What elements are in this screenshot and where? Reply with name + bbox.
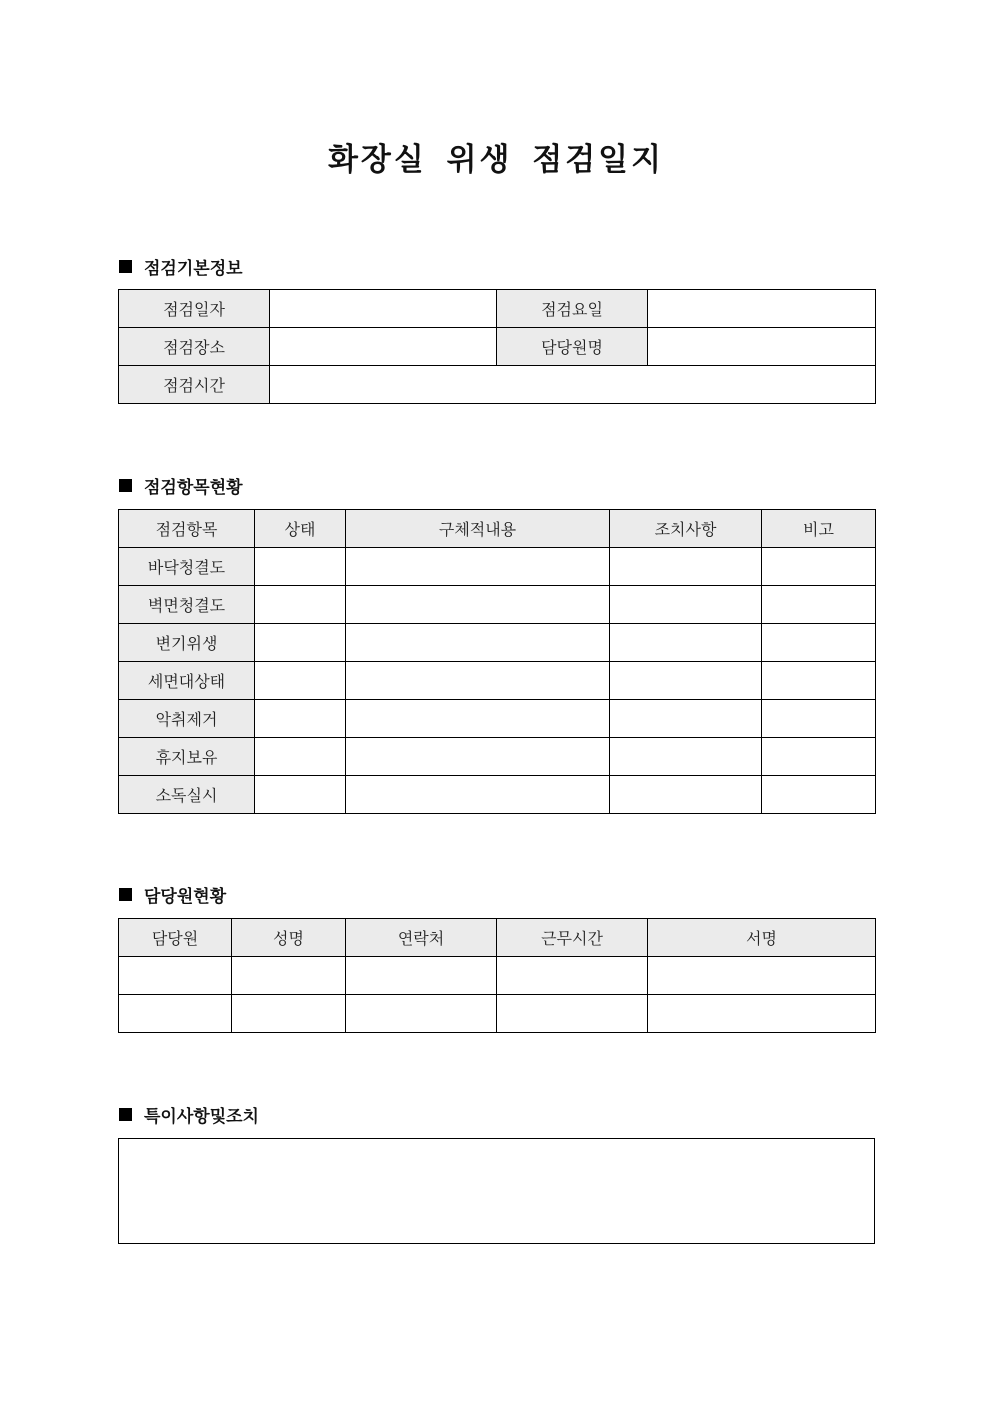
action-cell[interactable] <box>610 624 762 662</box>
action-cell[interactable] <box>610 548 762 586</box>
label-inspection-time: 점검시간 <box>119 366 270 404</box>
note-cell[interactable] <box>762 662 876 700</box>
table-row <box>119 957 876 995</box>
note-cell[interactable] <box>762 776 876 814</box>
name-cell[interactable] <box>232 957 346 995</box>
status-cell[interactable] <box>255 586 346 624</box>
basic-info-table <box>118 289 876 404</box>
square-bullet-icon <box>119 260 132 273</box>
hours-cell[interactable] <box>497 957 648 995</box>
status-cell[interactable] <box>255 738 346 776</box>
detail-cell[interactable] <box>346 548 610 586</box>
table-header-row <box>119 919 876 957</box>
square-bullet-icon <box>119 479 132 492</box>
hours-cell[interactable] <box>497 995 648 1033</box>
item-label: 소독실시 <box>119 776 255 814</box>
inspection-location-field[interactable] <box>270 328 497 366</box>
action-cell[interactable] <box>610 662 762 700</box>
item-label: 변기위생 <box>119 624 255 662</box>
detail-cell[interactable] <box>346 776 610 814</box>
status-cell[interactable] <box>255 776 346 814</box>
action-cell[interactable] <box>610 700 762 738</box>
table-row <box>119 290 876 328</box>
item-label: 악취제거 <box>119 700 255 738</box>
table-row <box>119 548 876 586</box>
table-row <box>119 738 876 776</box>
inspection-time-field[interactable] <box>270 366 876 404</box>
section-heading-label: 특이사항및조치 <box>144 1107 259 1127</box>
section-heading-staff <box>119 882 226 907</box>
column-header: 조치사항 <box>610 510 762 548</box>
label-inspection-date: 점검일자 <box>119 290 270 328</box>
table-row <box>119 700 876 738</box>
detail-cell[interactable] <box>346 624 610 662</box>
signature-cell[interactable] <box>648 995 876 1033</box>
section-heading-label: 점검기본정보 <box>144 259 243 279</box>
square-bullet-icon <box>119 1108 132 1121</box>
square-bullet-icon <box>119 888 132 901</box>
table-row <box>119 662 876 700</box>
column-header: 담당원 <box>119 919 232 957</box>
column-header: 구체적내용 <box>346 510 610 548</box>
page-title: 화장실 위생 점검일지 <box>327 142 665 178</box>
item-label: 바닥청결도 <box>119 548 255 586</box>
note-cell[interactable] <box>762 738 876 776</box>
item-label: 휴지보유 <box>119 738 255 776</box>
staff-table <box>118 918 876 1033</box>
note-cell[interactable] <box>762 548 876 586</box>
detail-cell[interactable] <box>346 700 610 738</box>
contact-cell[interactable] <box>346 995 497 1033</box>
section-heading-label: 담당원현황 <box>144 887 227 907</box>
signature-cell[interactable] <box>648 957 876 995</box>
column-header: 서명 <box>648 919 876 957</box>
label-inspection-weekday: 점검요일 <box>497 290 648 328</box>
table-row <box>119 366 876 404</box>
label-inspection-location: 점검장소 <box>119 328 270 366</box>
status-cell[interactable] <box>255 662 346 700</box>
note-cell[interactable] <box>762 586 876 624</box>
item-label: 세면대상태 <box>119 662 255 700</box>
name-cell[interactable] <box>232 995 346 1033</box>
status-cell[interactable] <box>255 548 346 586</box>
column-header: 연락처 <box>346 919 497 957</box>
role-cell[interactable] <box>119 995 232 1033</box>
label-manager-name: 담당원명 <box>497 328 648 366</box>
column-header: 성명 <box>232 919 346 957</box>
column-header: 점검항목 <box>119 510 255 548</box>
detail-cell[interactable] <box>346 662 610 700</box>
table-row <box>119 586 876 624</box>
section-heading-label: 점검항목현황 <box>144 478 243 498</box>
inspection-weekday-field[interactable] <box>648 290 876 328</box>
item-label: 벽면청결도 <box>119 586 255 624</box>
detail-cell[interactable] <box>346 586 610 624</box>
status-cell[interactable] <box>255 624 346 662</box>
detail-cell[interactable] <box>346 738 610 776</box>
section-heading-inspection-items <box>119 473 243 498</box>
action-cell[interactable] <box>610 776 762 814</box>
column-header: 비고 <box>762 510 876 548</box>
section-heading-remarks <box>119 1102 259 1127</box>
section-heading-basic-info <box>119 254 243 279</box>
column-header: 근무시간 <box>497 919 648 957</box>
contact-cell[interactable] <box>346 957 497 995</box>
action-cell[interactable] <box>610 586 762 624</box>
column-header: 상태 <box>255 510 346 548</box>
table-row <box>119 776 876 814</box>
table-row <box>119 328 876 366</box>
action-cell[interactable] <box>610 738 762 776</box>
manager-name-field[interactable] <box>648 328 876 366</box>
table-header-row <box>119 510 876 548</box>
note-cell[interactable] <box>762 700 876 738</box>
table-row <box>119 624 876 662</box>
note-cell[interactable] <box>762 624 876 662</box>
inspection-items-table <box>118 509 876 814</box>
role-cell[interactable] <box>119 957 232 995</box>
inspection-date-field[interactable] <box>270 290 497 328</box>
status-cell[interactable] <box>255 700 346 738</box>
remarks-field[interactable] <box>118 1138 875 1244</box>
table-row <box>119 995 876 1033</box>
